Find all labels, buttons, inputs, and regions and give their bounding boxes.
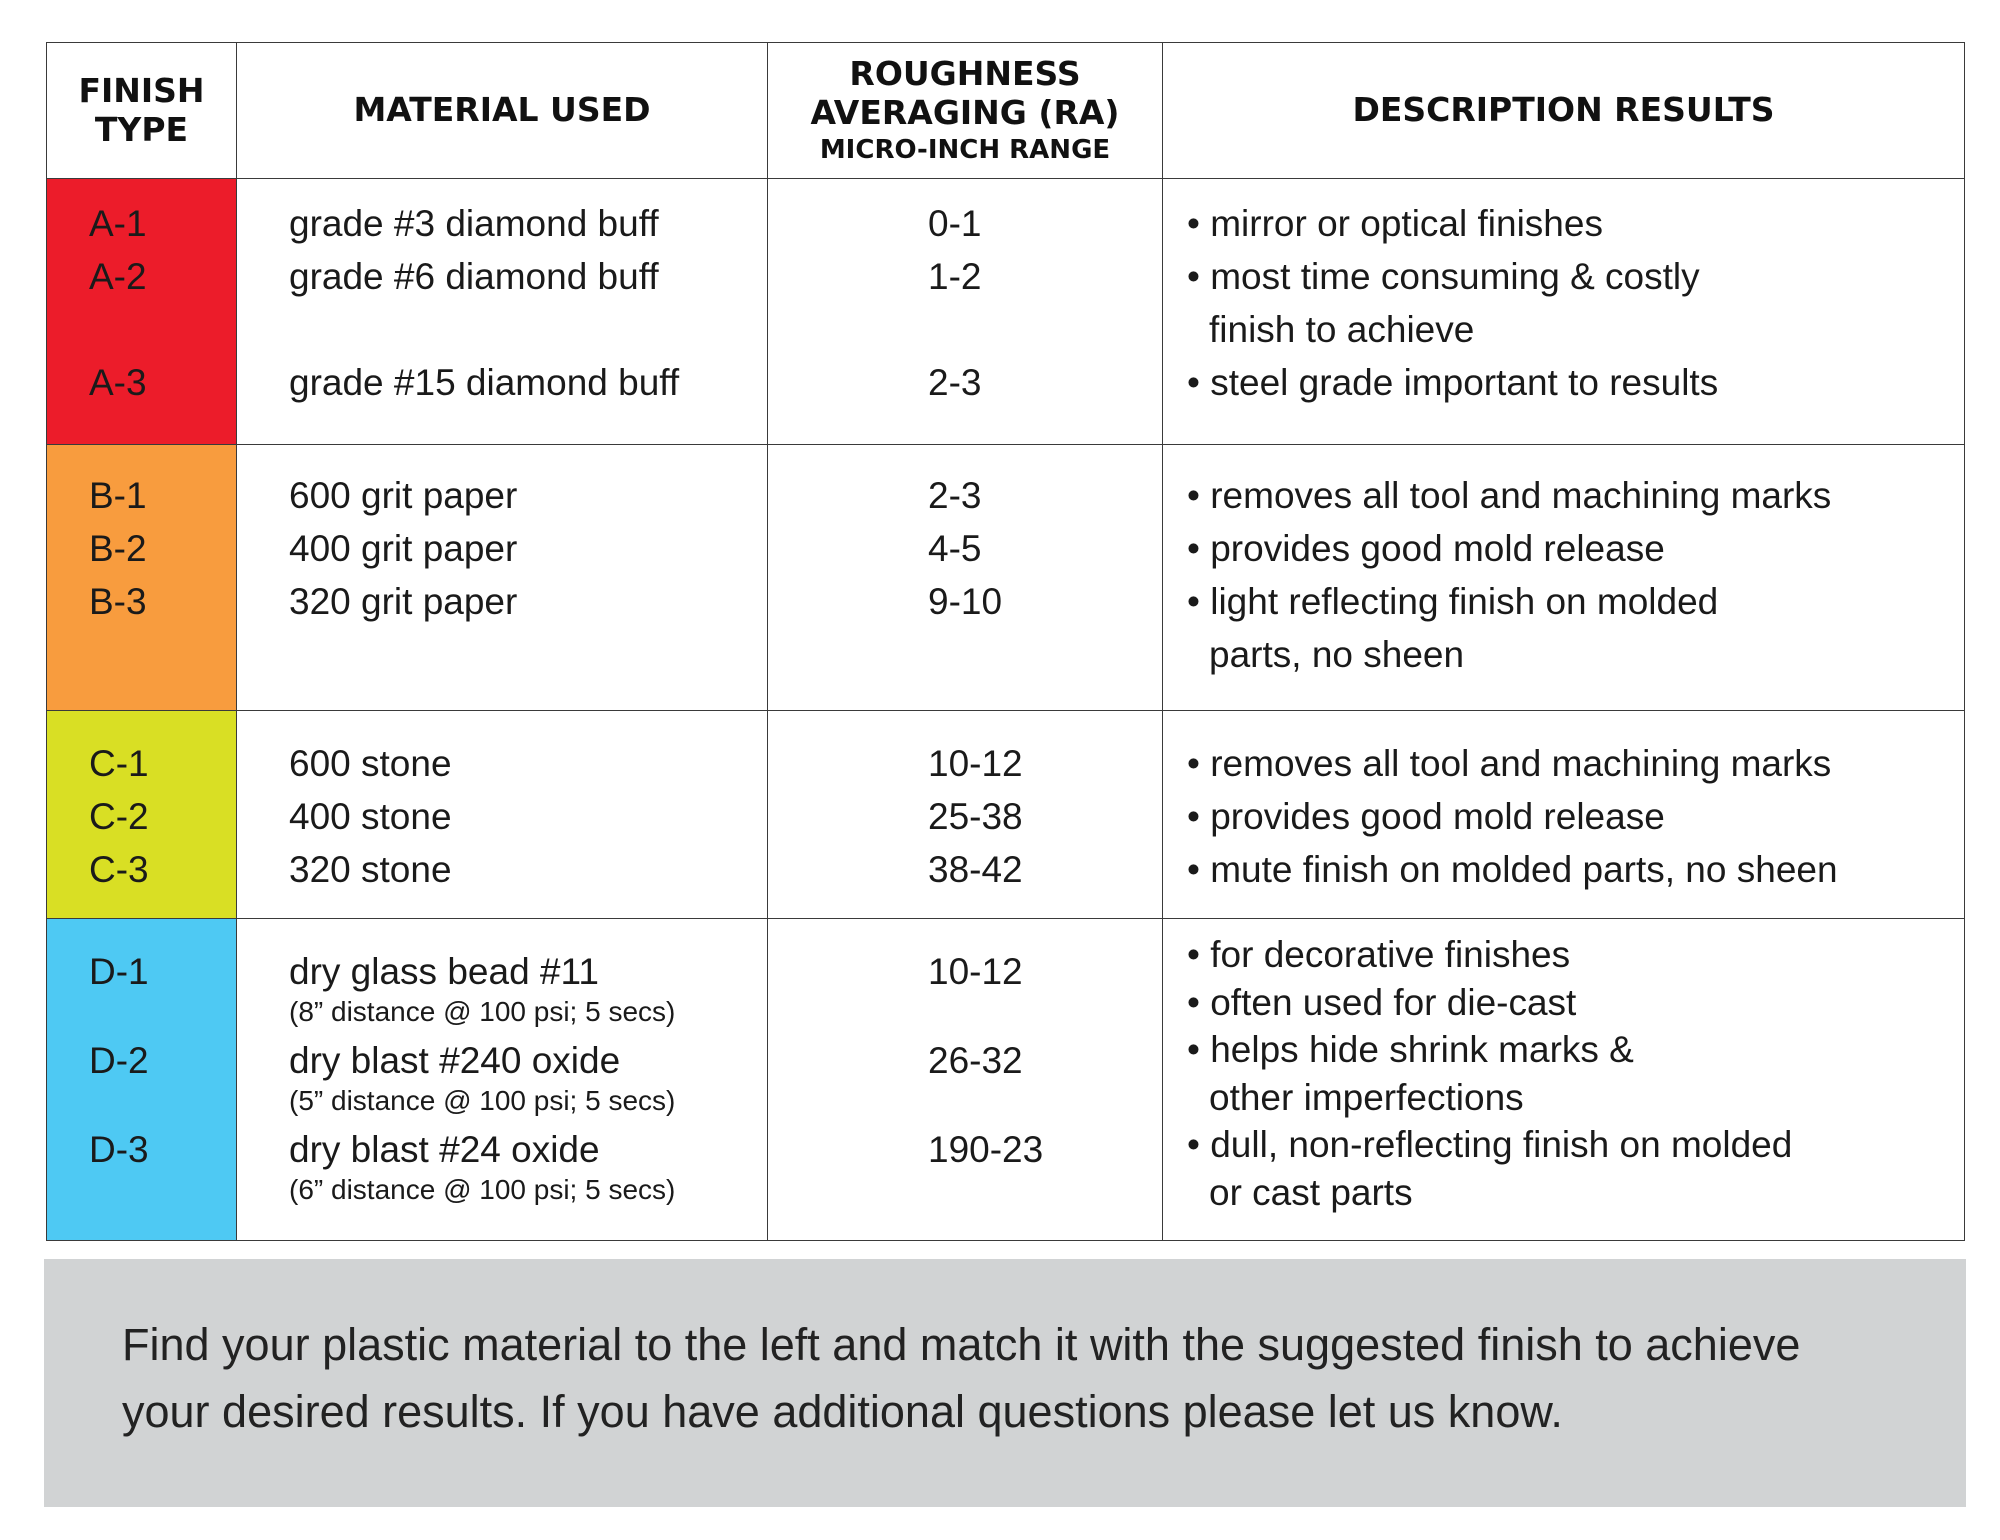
ra-cell-a <box>768 179 1163 445</box>
description-continuation: finish to achieve <box>1209 309 1475 350</box>
finish-type: C-1 <box>89 743 149 784</box>
material-note: (8” distance @ 100 psi; 5 secs) <box>289 996 676 1027</box>
description-bullet: • mute finish on molded parts, no sheen <box>1187 849 1838 890</box>
material: dry blast #24 oxide <box>289 1129 600 1170</box>
description-bullet: • provides good mold release <box>1187 528 1665 569</box>
description-cell-d <box>1163 919 1965 1241</box>
description-cell-a <box>1163 179 1965 445</box>
ra-value: 10-12 <box>928 743 1023 784</box>
finish-type: D-3 <box>89 1129 149 1170</box>
header-description-results: DESCRIPTION RESULTS <box>1163 43 1965 179</box>
material: dry blast #240 oxide <box>289 1040 621 1081</box>
ra-value: 9-10 <box>928 581 1003 622</box>
finish-type-cell-c <box>47 711 237 919</box>
finish-type-cell-d <box>47 919 237 1241</box>
material: grade #6 diamond buff <box>289 256 659 297</box>
finish-type: D-1 <box>89 951 149 992</box>
description-bullet: • mirror or optical finishes <box>1187 203 1603 244</box>
material: 320 stone <box>289 849 452 890</box>
material: grade #3 diamond buff <box>289 203 659 244</box>
ra-value: 10-12 <box>928 951 1023 992</box>
finish-type: C-2 <box>89 796 149 837</box>
description-bullet: • dull, non-reflecting finish on molded <box>1187 1124 1793 1165</box>
description-cell-b <box>1163 445 1965 711</box>
footer-note <box>44 1259 1966 1507</box>
ra-value: 38-42 <box>928 849 1023 890</box>
description-bullet: • removes all tool and machining marks <box>1187 475 1832 516</box>
description-bullet: • removes all tool and machining marks <box>1187 743 1832 784</box>
header-finish-type: FINISH TYPE <box>47 43 237 179</box>
description-bullet: • light reflecting finish on molded <box>1187 581 1719 622</box>
header-roughness: ROUGHNESS AVERAGING (RA) MICRO-INCH RANGE <box>768 43 1163 179</box>
description-bullet: • steel grade important to results <box>1187 362 1719 403</box>
finish-type: D-2 <box>89 1040 149 1081</box>
finish-row-d <box>47 919 1965 1241</box>
ra-value: 26-32 <box>928 1040 1023 1081</box>
finish-type: B-3 <box>89 581 147 622</box>
finish-row-c <box>47 711 1965 919</box>
header-row <box>47 43 1965 179</box>
material-note: (6” distance @ 100 psi; 5 secs) <box>289 1174 676 1205</box>
ra-value: 1-2 <box>928 256 982 297</box>
description-bullet: • often used for die-cast <box>1187 981 1577 1023</box>
material-cell-b <box>237 445 768 711</box>
finish-table <box>46 42 1965 1241</box>
material-cell-a <box>237 179 768 445</box>
description-bullet: • helps hide shrink marks & <box>1187 1029 1634 1070</box>
ra-value: 190-23 <box>928 1129 1044 1170</box>
finish-type-cell-a <box>47 179 237 445</box>
description-bullet: • provides good mold release <box>1187 796 1665 837</box>
ra-value: 2-3 <box>928 475 982 516</box>
finish-type: A-3 <box>89 362 147 403</box>
description-bullet: • most time consuming & costly <box>1187 256 1700 297</box>
finish-type: B-2 <box>89 528 147 569</box>
ra-value: 25-38 <box>928 796 1023 837</box>
ra-cell-b <box>768 445 1163 711</box>
material-cell-d <box>237 919 768 1241</box>
footer-line: Find your plastic material to the left and match it with the suggested finish to achieve <box>122 1319 1801 1370</box>
description-continuation: other imperfections <box>1209 1076 1524 1118</box>
footer-line: your desired results. If you have additional questions please let us know. <box>122 1386 1563 1437</box>
description-cell-c <box>1163 711 1965 919</box>
ra-value: 2-3 <box>928 362 982 403</box>
ra-cell-d <box>768 919 1163 1241</box>
description-continuation: or cast parts <box>1209 1171 1413 1213</box>
material: grade #15 diamond buff <box>289 362 680 403</box>
finish-type: B-1 <box>89 475 147 516</box>
finish-row-b <box>47 445 1965 711</box>
ra-value: 0-1 <box>928 203 982 244</box>
material-cell-c <box>237 711 768 919</box>
header-material-used: MATERIAL USED <box>237 43 768 179</box>
material: dry glass bead #11 <box>289 951 599 992</box>
ra-value: 4-5 <box>928 528 982 569</box>
ra-cell-c <box>768 711 1163 919</box>
material: 400 grit paper <box>289 528 518 569</box>
finish-type: C-3 <box>89 849 149 890</box>
finish-type: A-2 <box>89 256 147 297</box>
material: 600 stone <box>289 743 452 784</box>
description-continuation: parts, no sheen <box>1209 634 1465 675</box>
material: 400 stone <box>289 796 452 837</box>
material: 320 grit paper <box>289 581 518 622</box>
finish-type-cell-b <box>47 445 237 711</box>
material: 600 grit paper <box>289 475 518 516</box>
finish-row-a <box>47 179 1965 445</box>
material-note: (5” distance @ 100 psi; 5 secs) <box>289 1085 676 1116</box>
finish-type: A-1 <box>89 203 147 244</box>
description-bullet: • for decorative finishes <box>1187 934 1571 975</box>
